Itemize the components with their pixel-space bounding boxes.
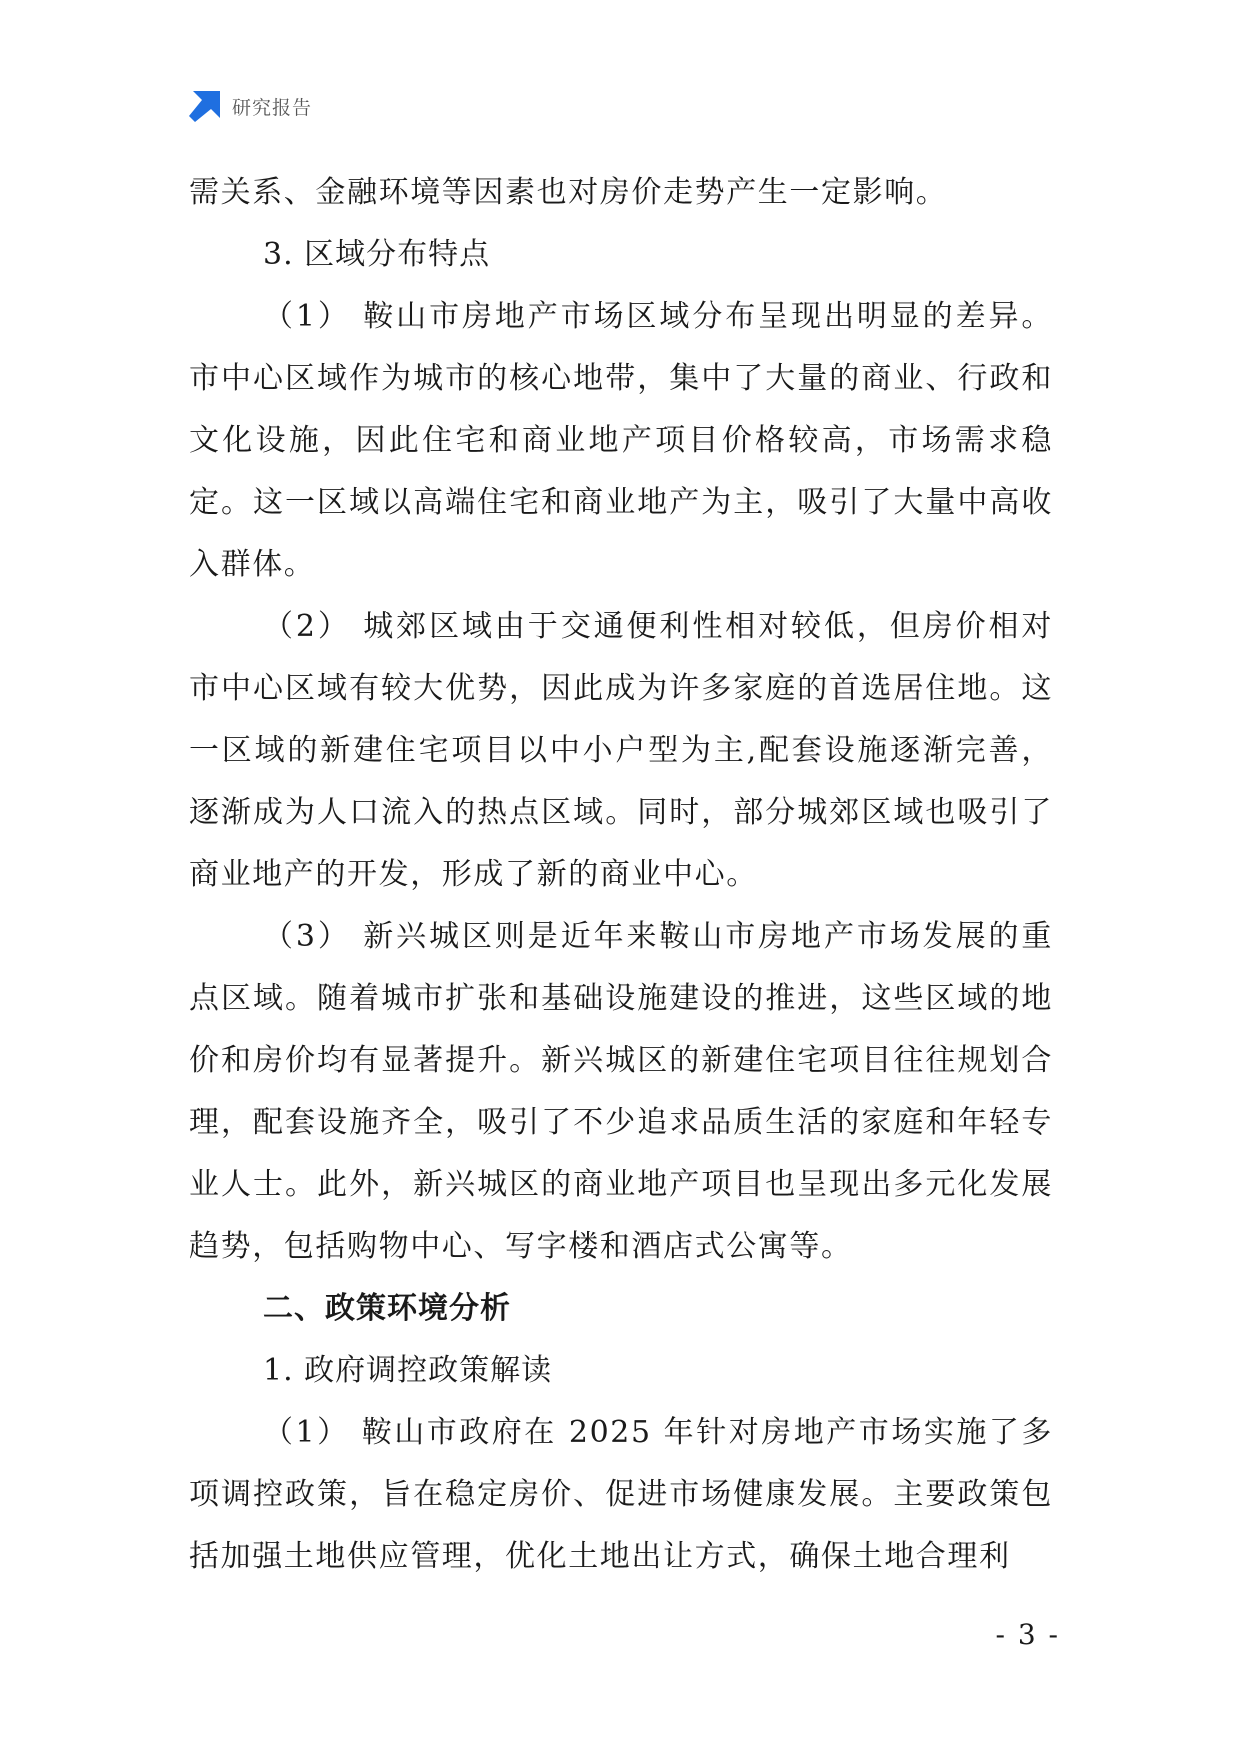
paragraph: （3） 新兴城区则是近年来鞍山市房地产市场发展的重点区域。随着城市扩张和基础设施建设的推进，这些区域的地价和房价均有显著提升。新兴城区的新建住宅项目往往规划合理，配套设施齐全，吸引了不少追求品质生活的家庭和年轻专业人士。此外，新兴城区的商业地产项目也呈现出多元化发展趋势，包括购物中心、写字楼和酒店式公寓等。 xyxy=(189,919,1053,1264)
paragraph: （1） 鞍山市政府在 2025 年针对房地产市场实施了多项调控政策，旨在稳定房价、促进市场健康发展。主要政策包括加强土地供应管理，优化土地出让方式，确保土地合理利 xyxy=(189,1415,1053,1574)
document-body xyxy=(189,162,1053,1588)
paragraph: （1） 鞍山市房地产市场区域分布呈现出明显的差异。市中心区域作为城市的核心地带，集中了大量的商业、行政和文化设施，因此住宅和商业地产项目价格较高，市场需求稳定。这一区域以高端住宅和商业地产为主，吸引了大量中高收入群体。 xyxy=(189,299,1053,582)
report-header xyxy=(189,89,312,123)
paragraph: （2） 城郊区域由于交通便利性相对较低，但房价相对市中心区域有较大优势，因此成为许多家庭的首选居住地。这一区域的新建住宅项目以中小户型为主,配套设施逐渐完善，逐渐成为人口流入的热点区域。同时，部分城郊区域也吸引了商业地产的开发，形成了新的商业中心。 xyxy=(189,609,1053,892)
section-subheading: 3. 区域分布特点 xyxy=(263,237,491,272)
paragraph-continuation: 需关系、金融环境等因素也对房价走势产生一定影响。 xyxy=(189,175,948,210)
section-heading: 二、政策环境分析 xyxy=(263,1291,511,1326)
page-number: - 3 - xyxy=(995,1618,1060,1651)
report-type-label: 研究报告 xyxy=(232,96,313,119)
arrow-up-right-icon xyxy=(189,91,220,122)
section-subheading: 1. 政府调控政策解读 xyxy=(263,1353,553,1388)
